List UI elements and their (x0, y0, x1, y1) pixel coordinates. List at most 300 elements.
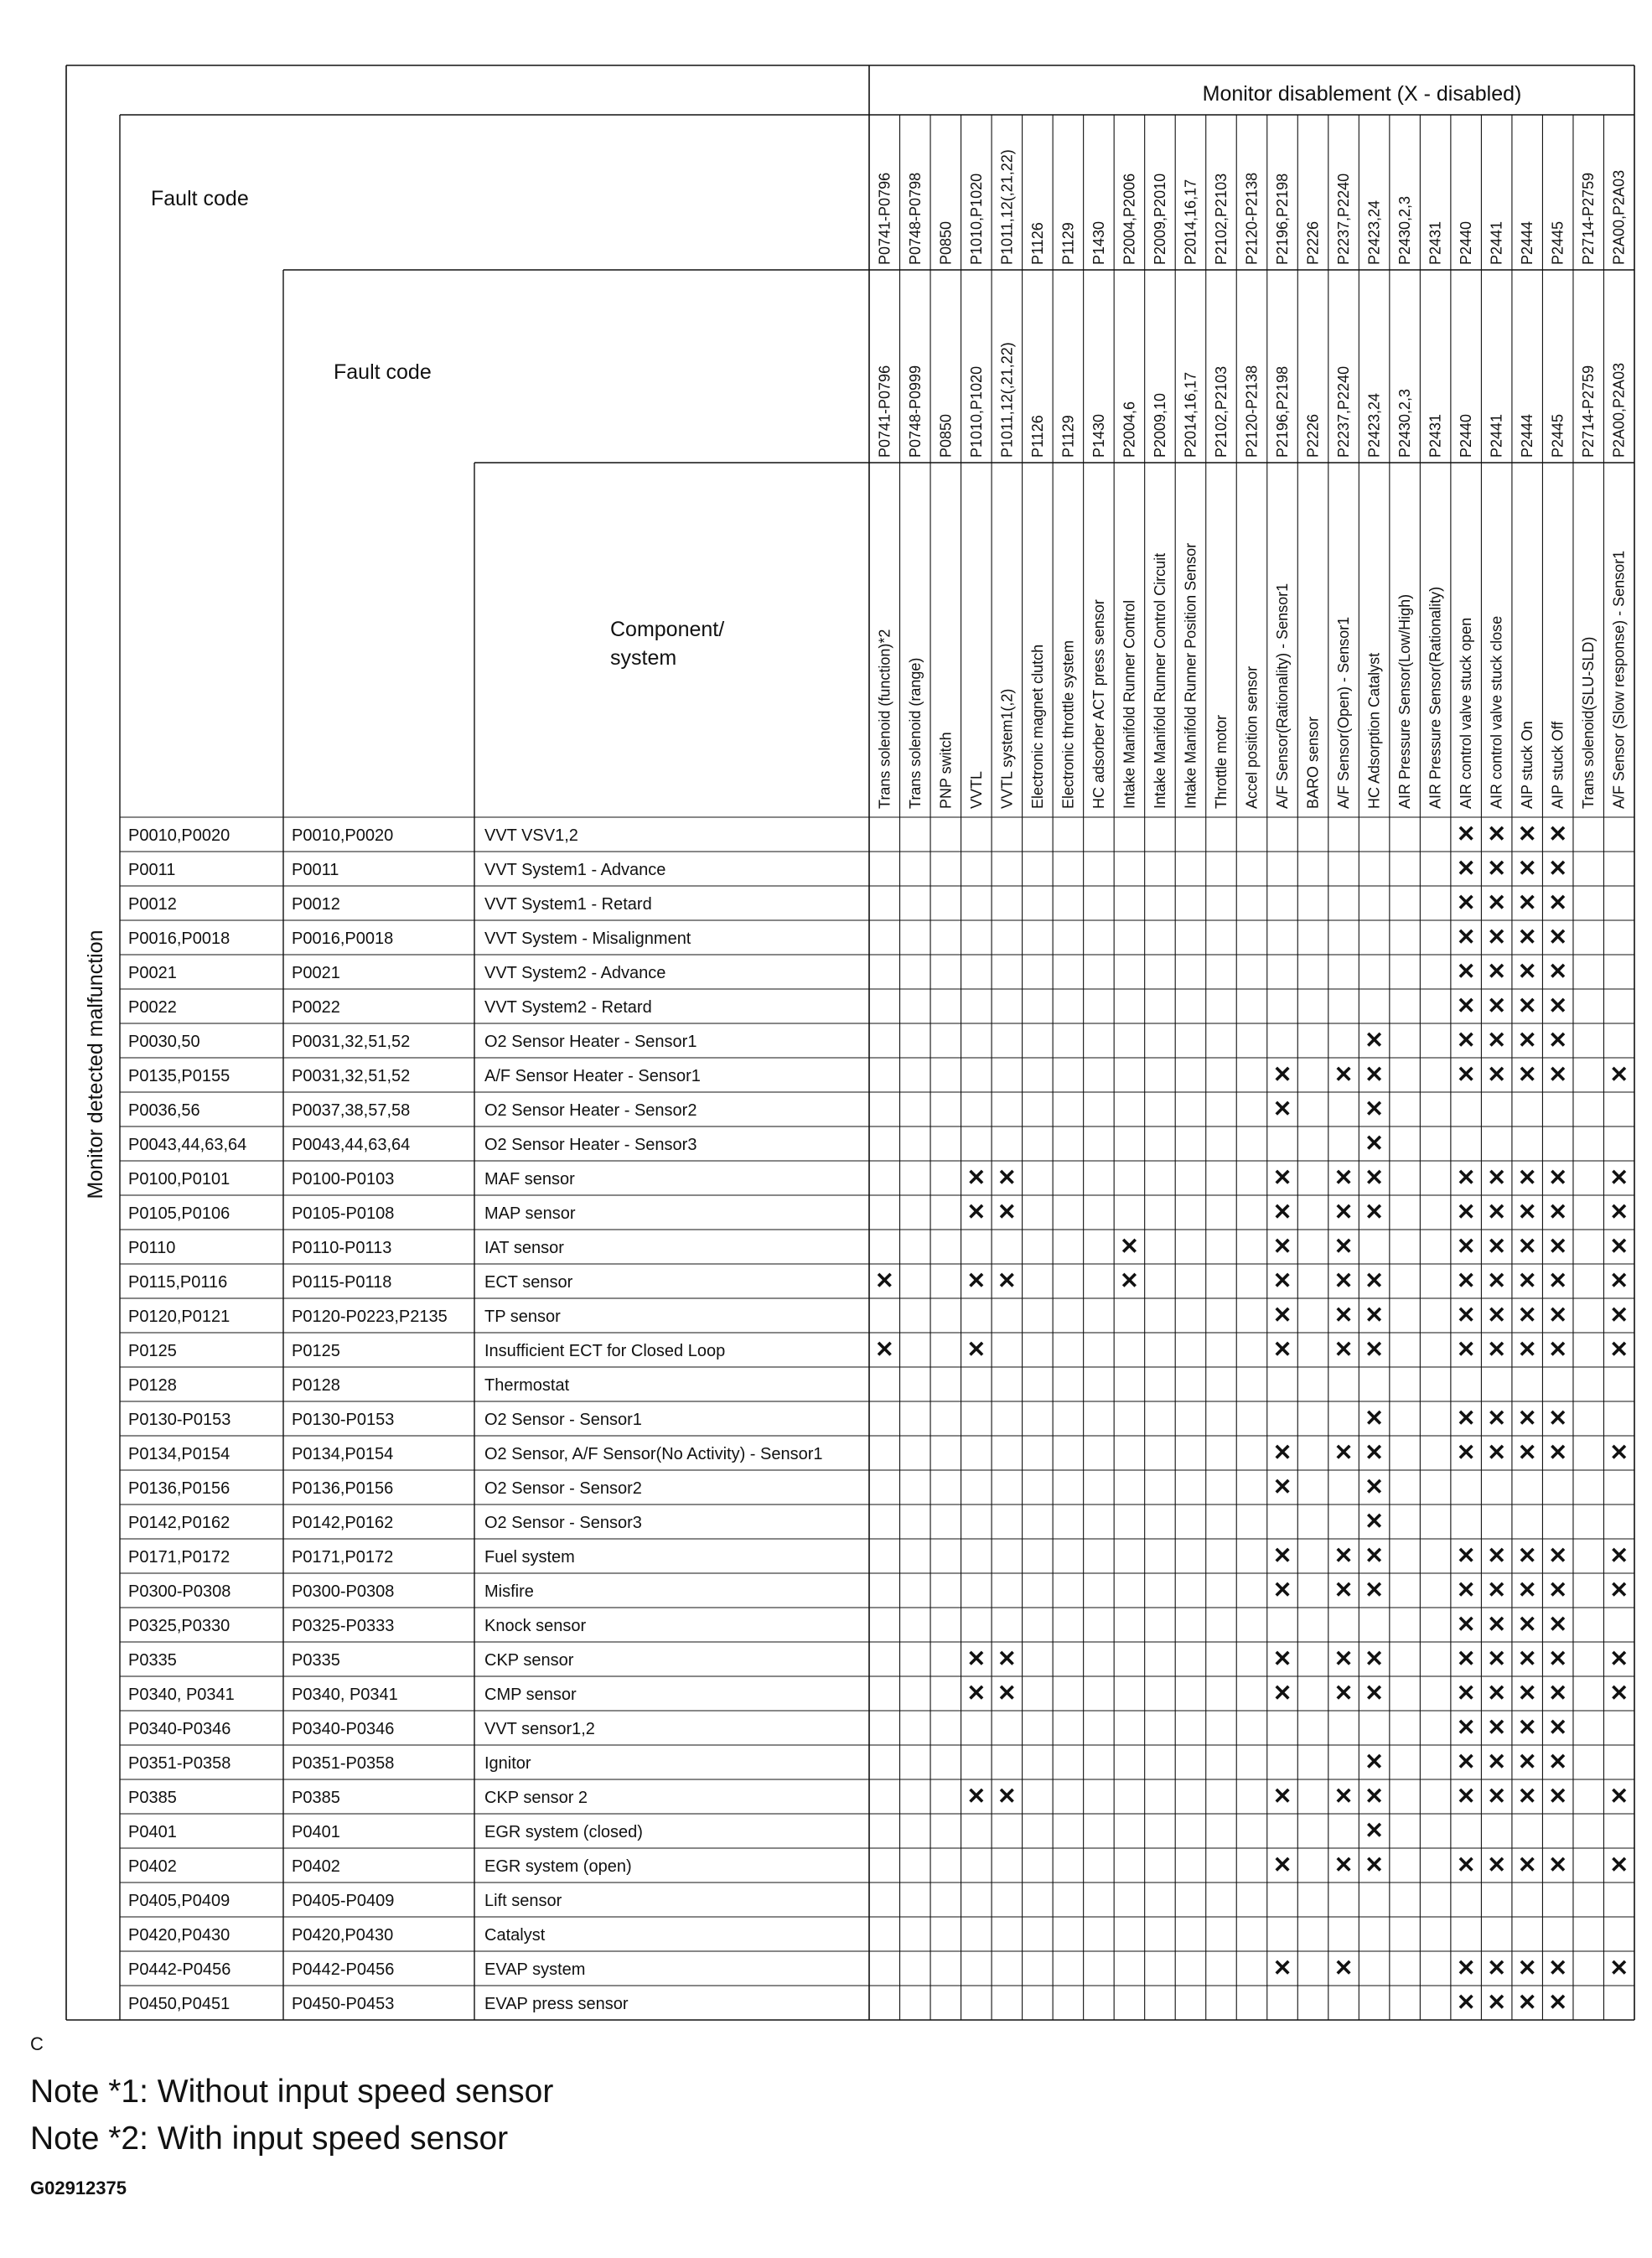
disabled-mark: ✕ (1272, 1302, 1292, 1328)
disabled-mark: ✕ (1456, 1165, 1476, 1190)
disabled-mark: ✕ (966, 1784, 987, 1809)
disabled-mark: ✕ (1456, 1749, 1476, 1774)
table-row (128, 1612, 1567, 1637)
disabled-mark: ✕ (1272, 1165, 1292, 1190)
disabled-mark: ✕ (1365, 1646, 1384, 1671)
disabled-mark: ✕ (1517, 1268, 1537, 1293)
column-code-1: P2430,2,3 (1396, 195, 1414, 265)
disabled-mark: ✕ (1487, 1199, 1506, 1225)
disabled-mark: ✕ (1487, 1715, 1506, 1740)
column-code-1: P2009,P2010 (1151, 173, 1168, 265)
row-fault-code-2: P0043,44,63,64 (292, 1136, 411, 1154)
column-component-name: AIP stuck Off (1549, 721, 1567, 809)
disabled-mark: ✕ (1548, 1612, 1568, 1637)
table-row (128, 1406, 1567, 1431)
row-fault-code-1: P0135,P0155 (128, 1067, 230, 1085)
column-code-2: P2120-P2138 (1243, 365, 1261, 458)
row-fault-code-2: P0125 (292, 1342, 340, 1360)
disabled-mark: ✕ (1517, 1990, 1537, 2015)
column-code-1: P2444 (1519, 220, 1536, 265)
row-fault-code-1: P0340, P0341 (128, 1686, 235, 1704)
disabled-mark: ✕ (1548, 1406, 1568, 1431)
disabled-mark: ✕ (1456, 1955, 1476, 1981)
row-component: EGR system (open) (484, 1857, 632, 1876)
table-row (128, 856, 1567, 881)
disabled-mark: ✕ (1120, 1268, 1139, 1293)
row-fault-code-2: P0442-P0456 (292, 1960, 395, 1979)
disabled-mark: ✕ (1517, 1955, 1537, 1981)
disabled-mark: ✕ (1456, 993, 1476, 1018)
disabled-mark: ✕ (1517, 1199, 1537, 1225)
disabled-mark: ✕ (1517, 1406, 1537, 1431)
column-code-1: P1430 (1090, 220, 1107, 265)
disabled-mark: ✕ (1548, 1955, 1568, 1981)
disabled-mark: ✕ (1365, 1199, 1384, 1225)
column-code-2: P0748-P0999 (906, 365, 924, 458)
disabled-mark: ✕ (1272, 1784, 1292, 1809)
row-component: VVT System1 - Retard (484, 895, 652, 914)
column-code-1: P2120-P2138 (1243, 172, 1261, 265)
disabled-mark: ✕ (966, 1165, 987, 1190)
row-fault-code-1: P0385 (128, 1789, 177, 1807)
table-row (128, 1892, 562, 1910)
column-code-1: P2441 (1488, 220, 1505, 265)
disabled-mark: ✕ (1487, 1406, 1506, 1431)
row-component: Lift sensor (484, 1892, 562, 1910)
disabled-mark: ✕ (1548, 821, 1568, 847)
column-component-name: Trans solenoid (range) (906, 657, 924, 809)
disabled-mark: ✕ (997, 1199, 1017, 1225)
row-fault-code-1: P0100,P0101 (128, 1170, 230, 1189)
row-fault-code-1: P0405,P0409 (128, 1892, 230, 1910)
disabled-mark: ✕ (1487, 1612, 1506, 1637)
column-component-name: A/F Sensor (Slow response) - Sensor1 (1610, 550, 1628, 809)
disabled-mark: ✕ (1487, 1302, 1506, 1328)
disabled-mark: ✕ (1365, 1577, 1384, 1603)
row-fault-code-2: P0300-P0308 (292, 1582, 395, 1601)
column-component-name: VVTL (967, 770, 985, 809)
column-code-2: P1129 (1059, 415, 1077, 458)
disabled-mark: ✕ (1609, 1302, 1629, 1328)
row-component: MAP sensor (484, 1204, 576, 1223)
disabled-mark: ✕ (1548, 890, 1568, 915)
table-row (128, 1818, 1384, 1843)
disabled-mark: ✕ (1517, 1337, 1537, 1362)
disabled-mark: ✕ (1517, 1681, 1537, 1706)
column-component-name: Trans solenoid(SLU-SLD) (1580, 636, 1598, 809)
fault-code-header-2: Fault code (334, 360, 432, 384)
table-row (128, 1376, 570, 1395)
table-rows (128, 821, 1629, 2015)
disabled-mark: ✕ (1365, 1302, 1384, 1328)
disabled-mark: ✕ (1487, 924, 1506, 950)
disabled-mark: ✕ (1517, 1715, 1537, 1740)
disabled-mark: ✕ (1517, 959, 1537, 984)
disabled-mark: ✕ (1456, 821, 1476, 847)
column-code-1: P2014,16,17 (1182, 179, 1199, 265)
disabled-mark: ✕ (1365, 1268, 1384, 1293)
disabled-mark: ✕ (1487, 1268, 1506, 1293)
disabled-mark: ✕ (1487, 1165, 1506, 1190)
column-code-2: P2714-P2759 (1580, 365, 1598, 458)
column-code-2: P1430 (1090, 413, 1107, 458)
disabled-mark: ✕ (1609, 1955, 1629, 1981)
disabled-mark: ✕ (1334, 1955, 1354, 1981)
table-row (128, 1337, 1629, 1362)
disabled-mark: ✕ (1517, 1028, 1537, 1053)
disabled-mark: ✕ (1272, 1543, 1292, 1568)
row-fault-code-2: P0142,P0162 (292, 1514, 394, 1532)
column-component-name: HC Adsorption Catalyst (1365, 652, 1383, 809)
disabled-mark: ✕ (1365, 1818, 1384, 1843)
disabled-mark: ✕ (1365, 1028, 1384, 1053)
table-row (128, 1543, 1629, 1568)
disabled-mark: ✕ (1456, 1784, 1476, 1809)
figure-id: G02912375 (30, 2178, 127, 2198)
row-fault-code-1: P0012 (128, 895, 177, 914)
disabled-mark: ✕ (1334, 1543, 1354, 1568)
disabled-mark: ✕ (1517, 1577, 1537, 1603)
disabled-mark: ✕ (1334, 1646, 1354, 1671)
row-component: Insufficient ECT for Closed Loop (484, 1342, 726, 1360)
disabled-mark: ✕ (1548, 1749, 1568, 1774)
disabled-mark: ✕ (1334, 1234, 1354, 1259)
column-component-name: AIP stuck On (1519, 721, 1536, 809)
table-row (128, 1509, 1384, 1534)
table-row (128, 1234, 1629, 1259)
column-component-name: VVTL system1(,2) (998, 688, 1016, 809)
disabled-mark: ✕ (997, 1268, 1017, 1293)
disabled-mark: ✕ (1456, 1681, 1476, 1706)
row-fault-code-2: P0335 (292, 1651, 340, 1670)
column-code-1: P1011,12(,21,22) (998, 149, 1016, 265)
disabled-mark: ✕ (1548, 1302, 1568, 1328)
monitor-disablement-header: Monitor disablement (X - disabled) (1202, 82, 1522, 106)
column-code-1: P2102,P2103 (1212, 173, 1230, 265)
table-row (128, 1715, 1567, 1740)
disabled-mark: ✕ (1609, 1440, 1629, 1465)
column-code-2: P0850 (937, 413, 955, 458)
disabled-mark: ✕ (1517, 890, 1537, 915)
disabled-mark: ✕ (1456, 1577, 1476, 1603)
row-component: CMP sensor (484, 1686, 577, 1704)
disabled-mark: ✕ (1548, 1577, 1568, 1603)
disabled-mark: ✕ (1456, 1612, 1476, 1637)
disabled-mark: ✕ (1609, 1268, 1629, 1293)
disabled-mark: ✕ (1456, 1302, 1476, 1328)
disabled-mark: ✕ (1272, 1268, 1292, 1293)
row-fault-code-1: P0136,P0156 (128, 1479, 230, 1498)
disabled-mark: ✕ (1365, 1062, 1384, 1087)
disabled-mark: ✕ (1609, 1681, 1629, 1706)
disabled-mark: ✕ (966, 1681, 987, 1706)
table-row (128, 1131, 1384, 1156)
disabled-mark: ✕ (1517, 1302, 1537, 1328)
column-code-2: P2237,P2240 (1335, 365, 1353, 458)
row-fault-code-1: P0340-P0346 (128, 1720, 231, 1738)
disabled-mark: ✕ (1548, 1440, 1568, 1465)
disabled-mark: ✕ (997, 1784, 1017, 1809)
disabled-mark: ✕ (1548, 1337, 1568, 1362)
monitor-detected-malfunction-label: Monitor detected malfunction (84, 930, 107, 1199)
disabled-mark: ✕ (1334, 1784, 1354, 1809)
disabled-mark: ✕ (1365, 1852, 1384, 1877)
disabled-mark: ✕ (1365, 1440, 1384, 1465)
row-component: MAF sensor (484, 1170, 575, 1189)
disabled-mark: ✕ (1365, 1096, 1384, 1121)
row-fault-code-2: P0037,38,57,58 (292, 1101, 411, 1120)
table-row (128, 1096, 1384, 1121)
row-fault-code-2: P0340, P0341 (292, 1686, 398, 1704)
table-row (128, 1440, 1629, 1465)
table-row (128, 1199, 1629, 1225)
row-fault-code-1: P0128 (128, 1376, 177, 1395)
table-row (128, 1852, 1629, 1877)
disabled-mark: ✕ (1548, 1681, 1568, 1706)
row-fault-code-1: P0402 (128, 1857, 177, 1876)
disabled-mark: ✕ (1548, 1646, 1568, 1671)
disabled-mark: ✕ (1272, 1577, 1292, 1603)
disabled-mark: ✕ (1548, 924, 1568, 950)
column-component-name: A/F Sensor(Rationality) - Sensor1 (1274, 583, 1292, 809)
row-component: EVAP system (484, 1960, 586, 1979)
disabled-mark: ✕ (1609, 1646, 1629, 1671)
table-row (128, 821, 1567, 847)
row-component: O2 Sensor Heater - Sensor1 (484, 1033, 697, 1051)
note-1: Note *1: Without input speed sensor (30, 2074, 554, 2110)
column-component-name: Intake Manifold Runner Control (1121, 599, 1138, 809)
disabled-mark: ✕ (966, 1337, 987, 1362)
row-fault-code-2: P0401 (292, 1823, 340, 1841)
row-fault-code-1: P0120,P0121 (128, 1308, 230, 1326)
row-fault-code-2: P0402 (292, 1857, 340, 1876)
disabled-mark: ✕ (1487, 959, 1506, 984)
column-code-2: P0741-P0796 (876, 365, 893, 458)
table-row (128, 924, 1567, 950)
row-component: Catalyst (484, 1926, 546, 1945)
table-row (128, 959, 1567, 984)
column-component-name: Electronic throttle system (1059, 640, 1077, 809)
disabled-mark: ✕ (1456, 924, 1476, 950)
row-fault-code-2: P0031,32,51,52 (292, 1033, 411, 1051)
row-fault-code-2: P0171,P0172 (292, 1548, 394, 1567)
disabled-mark: ✕ (1548, 959, 1568, 984)
column-code-1: P2714-P2759 (1580, 172, 1598, 265)
column-code-2: P1011,12(,21,22) (998, 342, 1016, 458)
column-code-2: P2102,P2103 (1212, 365, 1230, 458)
column-component-name: Throttle motor (1212, 714, 1230, 809)
row-fault-code-1: P0171,P0172 (128, 1548, 230, 1567)
row-fault-code-1: P0110 (128, 1239, 176, 1257)
column-code-2: P2A00,P2A03 (1610, 362, 1628, 458)
disabled-mark: ✕ (1334, 1199, 1354, 1225)
table-row (128, 1749, 1567, 1774)
row-component: CKP sensor (484, 1651, 574, 1670)
disabled-mark: ✕ (1456, 1062, 1476, 1087)
row-fault-code-2: P0340-P0346 (292, 1720, 395, 1738)
column-code-2: P2444 (1519, 413, 1536, 458)
disabled-mark: ✕ (1456, 1852, 1476, 1877)
disabled-mark: ✕ (1517, 1852, 1537, 1877)
row-fault-code-1: P0335 (128, 1651, 177, 1670)
column-code-2: P2226 (1304, 413, 1322, 458)
column-code-1: P0748-P0798 (906, 172, 924, 265)
disabled-mark: ✕ (1487, 1749, 1506, 1774)
column-code-1: P1126 (1028, 222, 1046, 265)
row-fault-code-2: P0012 (292, 895, 340, 914)
row-component: Ignitor (484, 1754, 531, 1773)
row-component: O2 Sensor - Sensor2 (484, 1479, 642, 1498)
row-fault-code-2: P0022 (292, 998, 340, 1017)
row-fault-code-2: P0385 (292, 1789, 340, 1807)
row-fault-code-2: P0021 (292, 964, 340, 982)
disabled-mark: ✕ (1517, 1784, 1537, 1809)
disabled-mark: ✕ (1365, 1337, 1384, 1362)
row-component: EGR system (closed) (484, 1823, 643, 1841)
disabled-mark: ✕ (1272, 1440, 1292, 1465)
disabled-mark: ✕ (1548, 1852, 1568, 1877)
disabled-mark: ✕ (1517, 1440, 1537, 1465)
row-fault-code-2: P0031,32,51,52 (292, 1067, 411, 1085)
column-component-name: Trans solenoid (function)*2 (876, 629, 893, 809)
disabled-mark: ✕ (1272, 1199, 1292, 1225)
column-component-name: AIR Pressure Sensor(Low/High) (1396, 593, 1414, 809)
row-fault-code-2: P0136,P0156 (292, 1479, 394, 1498)
disabled-mark: ✕ (1609, 1543, 1629, 1568)
disabled-mark: ✕ (1334, 1681, 1354, 1706)
disabled-mark: ✕ (1487, 1990, 1506, 2015)
disabled-mark: ✕ (1365, 1681, 1384, 1706)
disabled-mark: ✕ (1365, 1543, 1384, 1568)
disabled-mark: ✕ (1609, 1337, 1629, 1362)
disabled-mark: ✕ (1487, 1062, 1506, 1087)
row-fault-code-2: P0128 (292, 1376, 340, 1395)
column-code-1: P2196,P2198 (1274, 173, 1292, 265)
column-component-name: Accel position sensor (1243, 665, 1261, 809)
disabled-mark: ✕ (1272, 1955, 1292, 1981)
column-code-2: P2423,24 (1365, 392, 1383, 458)
disabled-mark: ✕ (1487, 1440, 1506, 1465)
row-fault-code-2: P0134,P0154 (292, 1445, 394, 1463)
disabled-mark: ✕ (1517, 1062, 1537, 1087)
disabled-mark: ✕ (1548, 1199, 1568, 1225)
row-fault-code-2: P0325-P0333 (292, 1617, 395, 1635)
disabled-mark: ✕ (1548, 1268, 1568, 1293)
disabled-mark: ✕ (1456, 1199, 1476, 1225)
disabled-mark: ✕ (997, 1165, 1017, 1190)
row-fault-code-1: P0142,P0162 (128, 1514, 230, 1532)
disabled-mark: ✕ (1487, 1543, 1506, 1568)
table-row (128, 1062, 1629, 1087)
row-fault-code-2: P0010,P0020 (292, 826, 394, 845)
fault-code-header-1: Fault code (151, 187, 249, 210)
row-component: TP sensor (484, 1308, 561, 1326)
row-fault-code-1: P0325,P0330 (128, 1617, 230, 1635)
component-header-line2: system (610, 646, 677, 670)
table-row (128, 1990, 1567, 2015)
disabled-mark: ✕ (1272, 1062, 1292, 1087)
column-component-name: PNP switch (937, 732, 955, 809)
row-fault-code-2: P0420,P0430 (292, 1926, 394, 1945)
row-component: O2 Sensor - Sensor3 (484, 1514, 642, 1532)
table-row (128, 1165, 1629, 1190)
column-component-name: AIR control valve stuck open (1458, 617, 1475, 809)
table-row (128, 1955, 1629, 1981)
disabled-mark: ✕ (997, 1681, 1017, 1706)
disabled-mark: ✕ (1272, 1234, 1292, 1259)
disabled-mark: ✕ (1548, 1784, 1568, 1809)
disabled-mark: ✕ (966, 1646, 987, 1671)
disabled-mark: ✕ (1487, 1028, 1506, 1053)
disabled-mark: ✕ (1334, 1268, 1354, 1293)
row-component: VVT System2 - Advance (484, 964, 666, 982)
disabled-mark: ✕ (1487, 856, 1506, 881)
disabled-mark: ✕ (1548, 1715, 1568, 1740)
column-code-1: P0850 (937, 220, 955, 265)
column-code-1: P2237,P2240 (1335, 173, 1353, 265)
row-component: VVT System - Misalignment (484, 930, 691, 948)
row-fault-code-1: P0021 (128, 964, 177, 982)
disabled-mark: ✕ (1487, 1337, 1506, 1362)
disabled-mark: ✕ (1365, 1165, 1384, 1190)
disabled-mark: ✕ (1334, 1062, 1354, 1087)
row-component: O2 Sensor - Sensor1 (484, 1411, 642, 1429)
row-component: O2 Sensor Heater - Sensor3 (484, 1136, 697, 1154)
row-fault-code-1: P0016,P0018 (128, 930, 230, 948)
row-fault-code-1: P0011 (128, 861, 176, 879)
table-row (128, 1784, 1629, 1809)
disabled-mark: ✕ (1517, 1646, 1537, 1671)
row-fault-code-2: P0011 (292, 861, 339, 879)
column-code-1: P2445 (1549, 220, 1567, 265)
disabled-mark: ✕ (1487, 1577, 1506, 1603)
table-row (128, 1681, 1629, 1706)
row-fault-code-2: P0120-P0223,P2135 (292, 1308, 448, 1326)
disabled-mark: ✕ (1456, 1646, 1476, 1671)
disabled-mark: ✕ (1487, 1955, 1506, 1981)
table-row (128, 890, 1567, 915)
column-headers (876, 149, 1627, 809)
row-component: IAT sensor (484, 1239, 564, 1257)
row-fault-code-1: P0036,56 (128, 1101, 200, 1120)
disabled-mark: ✕ (1548, 856, 1568, 881)
column-component-name: AIR Pressure Sensor(Rationality) (1427, 586, 1444, 809)
disabled-mark: ✕ (1456, 1990, 1476, 2015)
row-component: Thermostat (484, 1376, 570, 1395)
column-code-2: P1126 (1028, 415, 1046, 458)
row-component: VVT System1 - Advance (484, 861, 666, 879)
disabled-mark: ✕ (1365, 1784, 1384, 1809)
column-code-1: P2431 (1427, 220, 1444, 265)
table-row (128, 1028, 1567, 1053)
component-header-line1: Component/ (610, 618, 725, 641)
column-code-2: P2445 (1549, 413, 1567, 458)
column-component-name: AIR control valve stuck close (1488, 615, 1505, 809)
column-code-1: P0741-P0796 (876, 172, 893, 265)
table-row (128, 1268, 1629, 1293)
row-component: Misfire (484, 1582, 534, 1601)
row-component: O2 Sensor Heater - Sensor2 (484, 1101, 697, 1120)
disabled-mark: ✕ (1456, 1715, 1476, 1740)
row-fault-code-2: P0130-P0153 (292, 1411, 395, 1429)
disabled-mark: ✕ (1365, 1406, 1384, 1431)
table-row (128, 1926, 546, 1945)
disabled-mark: ✕ (1609, 1234, 1629, 1259)
disabled-mark: ✕ (1609, 1165, 1629, 1190)
row-fault-code-1: P0010,P0020 (128, 826, 230, 845)
table-row (128, 1474, 1384, 1499)
disabled-mark: ✕ (1609, 1062, 1629, 1087)
